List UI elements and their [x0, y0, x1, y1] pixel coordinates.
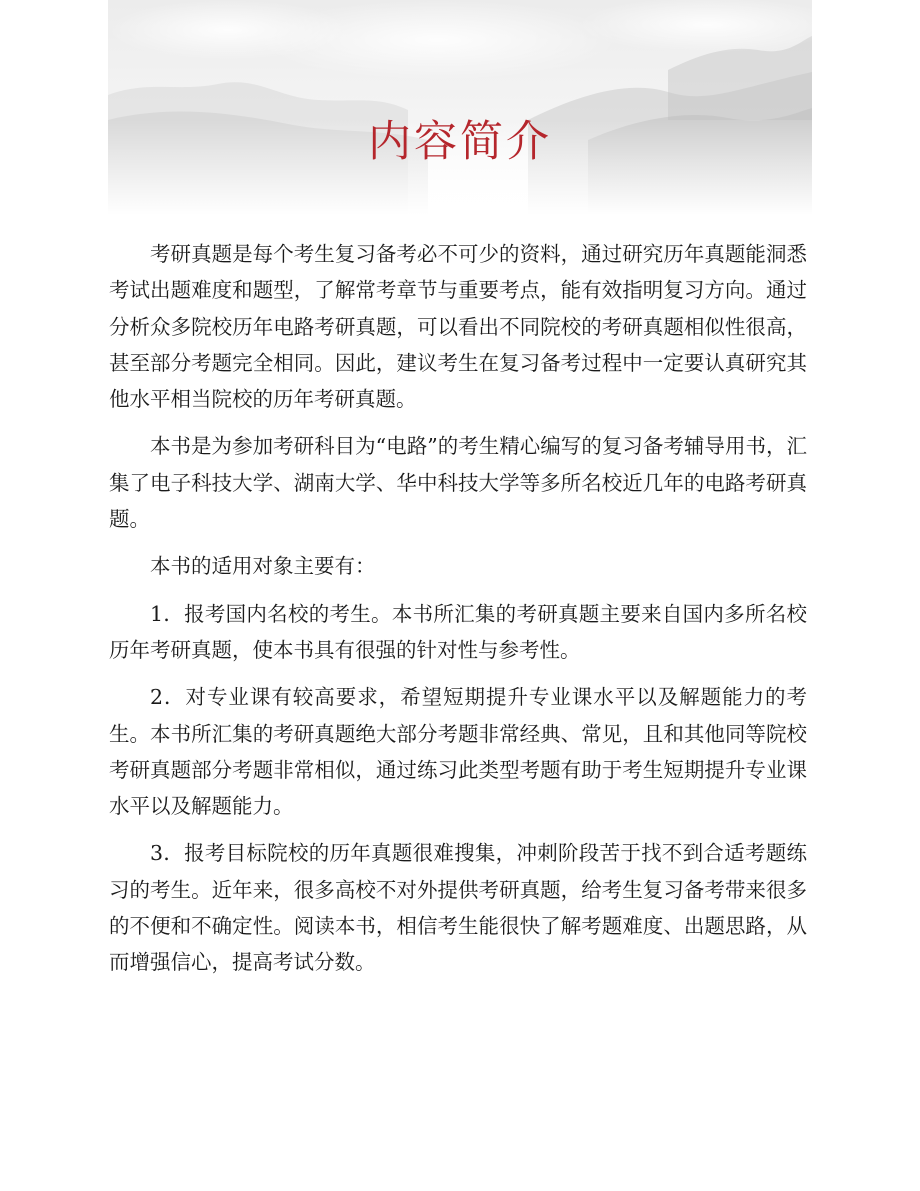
header-landscape-banner [108, 0, 812, 215]
paragraph-2: 本书是为参加考研科目为“电路”的考生精心编写的复习备考辅导用书，汇集了电子科技大学、湖南大学、华中科技大学等多所名校近几年的电路考研真题。 [109, 434, 807, 532]
paragraph-6: 3．报考目标院校的历年真题很难搜集，冲刺阶段苦于找不到合适考题练习的考生。近年来，很多高校不对外提供考研真题，给考生复习备考带来很多的不便和不确定性。阅读本书，相信考生能很快了解考题难度、出题思路，从而增强信心，提高考试分数。 [109, 841, 807, 975]
intro-body [109, 236, 807, 992]
paragraph-5: 2．对专业课有较高要求，希望短期提升专业课水平以及解题能力的考生。本书所汇集的考研真题绝大部分考题非常经典、常见，且和其他同等院校考研真题部分考题非常相似，通过练习此类型考题有助于考生短期提升专业课水平以及解题能力。 [109, 685, 807, 819]
page-title: 内容简介 [368, 117, 552, 167]
paragraph-1: 考研真题是每个考生复习备考必不可少的资料，通过研究历年真题能洞悉考试出题难度和题型，了解常考章节与重要考点，能有效指明复习方向。通过分析众多院校历年电路考研真题，可以看出不同院校的考研真题相似性很高，甚至部分考题完全相同。因此，建议考生在复习备考过程中一定要认真研究其他水平相当院校的历年考研真题。 [109, 242, 807, 412]
ink-mountain-illustration [108, 0, 812, 215]
paragraph-4: 1．报考国内名校的考生。本书所汇集的考研真题主要来自国内多所名校历年考研真题，使本书具有很强的针对性与参考性。 [109, 601, 807, 662]
paragraph-3: 本书的适用对象主要有： [150, 554, 376, 579]
